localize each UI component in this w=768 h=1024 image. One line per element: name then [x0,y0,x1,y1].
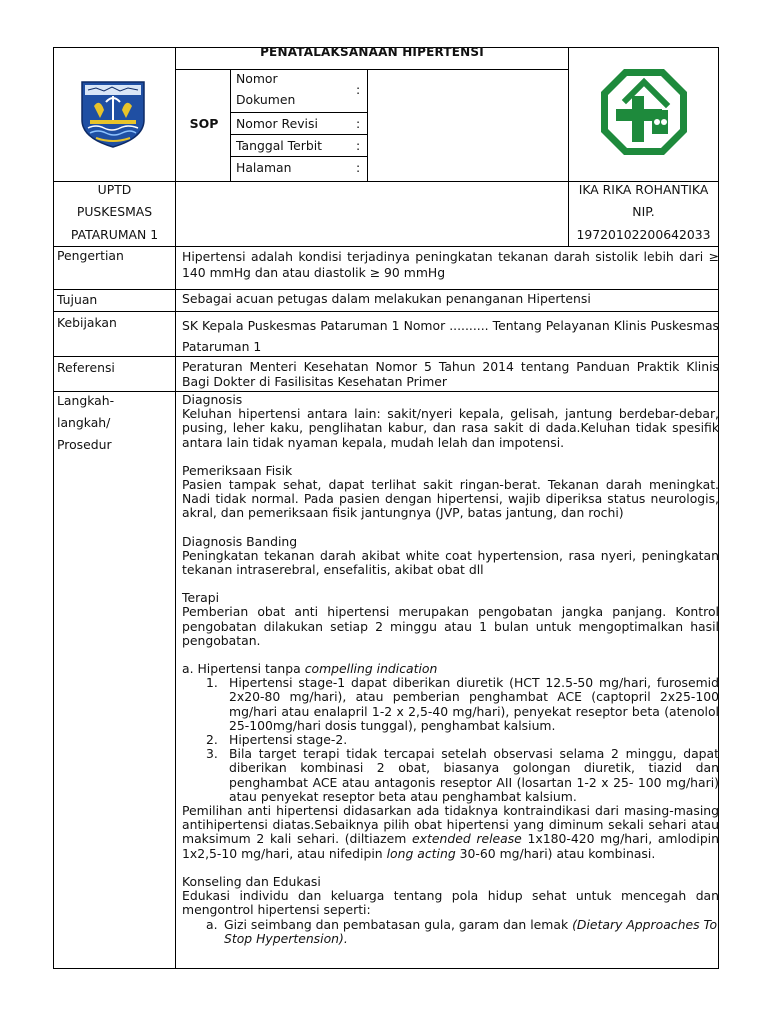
regency-emblem-icon [76,76,150,150]
list-item-number: 3. [206,746,218,762]
list-item-number: 1. [206,675,218,691]
pemilihan-italic2: long acting [386,845,456,861]
pemilihan-italic1: extended release [412,831,522,847]
pemilihan-part1: Pemilihan anti hipertensi didasarkan ada tidaknya kontraindikasi dari masing-masing antihipertensi diatas.Sebaiknya pilih obat hipertensi yang diminum sekali sehari atau maksimum 2 kali sehari. (diltiazem [182,803,719,847]
edu-text: Gizi seimbang dan pembatasan gula, garam dan lemak [224,916,573,932]
field-label-nomor-dokumen-line1: Nomor [236,71,278,86]
terapi-heading: Terapi [182,590,220,606]
list-item-text: Hipertensi stage-2. [229,732,348,748]
section-text-kebijakan: SK Kepala Puskesmas Pataruman 1 Nomor .......... Tentang Pelayanan Klinis Puskesmas Pataruman 1 [182,318,719,354]
section-text-referensi: Peraturan Menteri Kesehatan Nomor 5 Tahun 2014 tentang Panduan Praktik Klinis Bagi Dokter di Fasilisitas Kesehatan Primer [182,359,719,389]
pemilihan-part2: 1x180-420 mg/hari, amlodipin 1x2,5-10 mg/hari, atau nifedipin [182,831,719,861]
row-line-tujuan [53,311,719,312]
puskesmas-logo-icon [598,66,690,158]
field-colon: : [356,82,361,97]
list-item-text: Hipertensi stage-1 dapat diberikan diuretik (HCT 12.5-50 mg/hari, furosemid 2x20-80 mg/hari), atau pemberian penghambat ACE (captopril 2x25-100 mg/hari atau enalapril 1-2 x 2,5-40 mg/hari), penyekat reseptor beta (atenolol 25-100mg/hari dosis tunggal), penghambat kalsium. [229,675,719,733]
banding-text: Peningkatan tekanan darah akibat white coat hypertension, rasa nyeri, peningkatan tekanan intraserebral, ensefalitis, akibat obat dll [182,547,719,578]
nip-value: 19720102200642033 [576,227,711,242]
nip-label: NIP. [632,204,655,219]
field-colon: : [356,138,361,153]
section-label-prosedur-line2: langkah/ [57,415,111,430]
list-item-number: 2. [206,732,218,748]
sop-label: SOP [189,116,219,131]
table-border-bottom [53,968,719,969]
section-text-pengertian: Hipertensi adalah kondisi terjadinya peningkatan tekanan darah sistolik lebih dari ≥ 140 mmHg dan atau diastolik ≥ 90 mmHg [182,249,719,280]
title-underline [175,69,569,70]
therapy-list [182,676,719,804]
list-item-text: Bila target terapi tidak tercapai setelah observasi selama 2 minggu, dapat diberikan kombinasi 2 obat, biasanya golongan diuretik, tiazid dan penghambat ACE atau antagonis reseptor AII (losartan 1-2 x 25- 100 mg/hari) atau penyekat reseptor beta atau penghambat kalsium. [229,746,719,804]
section-label-prosedur-line1: Langkah- [57,393,115,408]
sub-a-prefix: a. Hipertensi tanpa [182,661,305,677]
edu-italic: (Dietary Approaches To Stop Hypertension). [224,916,718,946]
signer-name: IKA RIKA ROHANTIKA [578,182,709,197]
sub-a-italic: compelling indication [304,661,438,677]
field-label-nomor-dokumen-line2: Dokumen [236,92,296,107]
konseling-text: Edukasi individu dan keluarga tentang pola hidup sehat untuk mencegah dan mengontrol hipertensi seperti: [182,888,719,918]
row-line-identity [53,246,719,247]
column-divider [175,47,176,969]
field-label-nomor-revisi: Nomor Revisi [236,116,318,131]
list-item-number: a. [206,916,218,932]
terapi-text: Pemberian obat anti hipertensi merupakan pengobatan jangka panjang. Kontrol pengobatan dilakukan setiap 2 minggu atau 1 bulan untuk mengoptimalkan hasil pengobatan. [182,604,719,648]
list-item [182,676,719,733]
pemilihan-text [182,804,719,861]
fisik-text: Pasien tampak sehat, dapat terlihat sakit ringan-berat. Tekanan darah meningkat. Nadi tidak normal. Pada pasien dengan hipertensi, wajib diperiksa status neurologis, akral, dan pemeriksaan fisik jantungnya (JVP, batas jantung, dan rochi) [182,477,719,521]
unit-name-line3: PATARUMAN 1 [70,227,159,242]
section-label-prosedur-line3: Prosedur [57,437,112,452]
document-title: PENATALAKSANAAN HIPERTENSI [260,45,484,59]
list-item [182,918,719,946]
field-value-divider [367,69,368,181]
sop-divider [230,69,231,181]
diagnosis-heading: Diagnosis [182,392,243,407]
field-row-line-2 [230,134,368,135]
diagnosis-text: Keluhan hipertensi antara lain: sakit/nyeri kepala, gelisah, jantung berdebar-debar, pusing, leher kaku, penglihatan kabur, dan rasa sakit di dada.Keluhan tidak spesifik antara lain tidak nyaman kepala, mudah lelah dan impotensi. [182,406,719,450]
section-label-tujuan: Tujuan [57,292,98,307]
section-label-referensi: Referensi [57,360,115,375]
field-colon: : [356,116,361,131]
procedure-body [182,393,719,946]
row-line-pengertian [53,289,719,290]
field-colon: : [356,160,361,175]
field-label-halaman: Halaman [236,160,292,175]
list-item [182,747,719,804]
fisik-heading: Pemeriksaan Fisik [182,462,293,478]
sub-a-heading [182,662,719,676]
field-row-line-3 [230,156,368,157]
unit-name-line1: UPTD [97,182,132,197]
field-label-tanggal-terbit: Tanggal Terbit [236,138,323,153]
field-row-line-1 [230,112,368,113]
konseling-heading: Konseling dan Edukasi [182,873,321,889]
pemilihan-part3: 30-60 mg/hari) atau kombinasi. [455,845,656,861]
education-list [182,918,719,946]
section-text-tujuan: Sebagai acuan petugas dalam melakukan penanganan Hipertensi [182,291,591,306]
section-label-pengertian: Pengertian [57,248,124,263]
list-item [182,733,719,747]
unit-name-line2: PUSKESMAS [76,204,153,219]
section-label-kebijakan: Kebijakan [57,315,117,330]
row-line-referensi [53,391,719,392]
banding-heading: Diagnosis Banding [182,533,298,549]
